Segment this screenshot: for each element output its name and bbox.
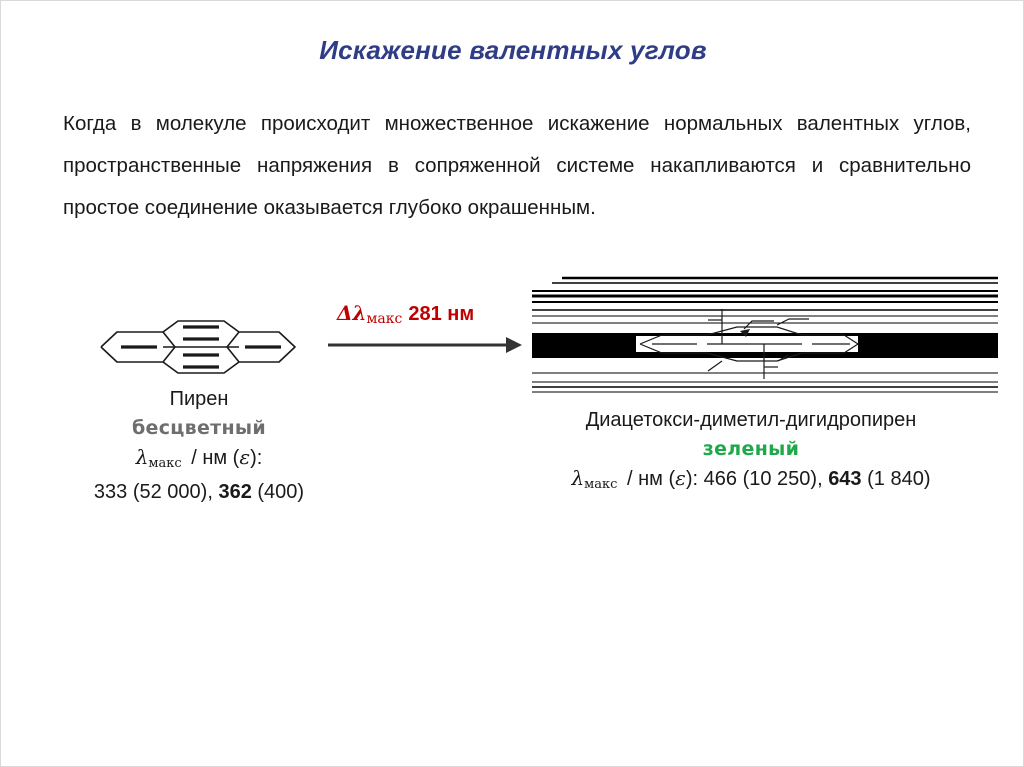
dihydropyrene-values-prefix: 466 (10 250), xyxy=(703,468,829,490)
delta-lambda-symbol: Δλ xyxy=(337,301,367,325)
pyrene-name: Пирен xyxy=(169,388,229,410)
dihydropyrene-lambda-symbol: λ xyxy=(571,466,585,490)
pyrene-values-suffix: (400) xyxy=(251,481,305,503)
dihydropyrene-values-suffix: (1 840) xyxy=(861,468,931,490)
dihydropyrene-lambda-subscript: макс xyxy=(584,477,618,492)
dihydropyrene-lambda-line xyxy=(531,464,971,499)
slide-title: Искажение валентных углов xyxy=(319,35,707,65)
pyrene-eps-symbol: ε xyxy=(239,445,251,469)
pyrene-units-label: / нм ( xyxy=(185,447,240,469)
pyrene-values-prefix: 333 (52 000), xyxy=(93,481,219,503)
pyrene-values-bold: 362 xyxy=(218,481,252,503)
pyrene-color-word: бесцветный xyxy=(131,417,267,439)
pyrene-lambda-line xyxy=(49,443,349,478)
dihydropyrene-eps-symbol: ε xyxy=(675,466,686,490)
pyrene-caption xyxy=(49,385,349,507)
pyrene-units-close: ): xyxy=(250,447,263,469)
dihydropyrene-caption xyxy=(531,406,971,499)
dihydropyrene-units-label: / нм ( xyxy=(621,468,676,490)
pyrene-lambda-symbol: λ xyxy=(135,445,149,469)
dihydropyrene-color-word: зеленый xyxy=(702,438,800,460)
dihydropyrene-structure-icon xyxy=(532,269,998,399)
dihydropyrene-units-close: ): xyxy=(685,468,704,490)
dihydropyrene-name: Диацетокси-диметил-дигидропирен xyxy=(585,409,917,431)
pyrene-lambda-subscript: макс xyxy=(148,456,182,471)
delta-lambda-value: 281 нм xyxy=(408,303,475,325)
delta-lambda-label xyxy=(337,301,474,327)
intro-paragraph: Когда в молекуле происходит множественное искажение нормальных валентных углов, пространственные напряжения в сопряженной системе накапливаются и сравнительно простое соединение оказывается глубоко окрашенным. xyxy=(63,112,971,219)
delta-lambda-subscript: макс xyxy=(366,311,403,327)
pyrene-values-line xyxy=(49,478,349,507)
pyrene-structure-icon xyxy=(99,315,299,379)
reaction-arrow-icon xyxy=(328,335,523,355)
dihydropyrene-values-bold: 643 xyxy=(828,468,862,490)
